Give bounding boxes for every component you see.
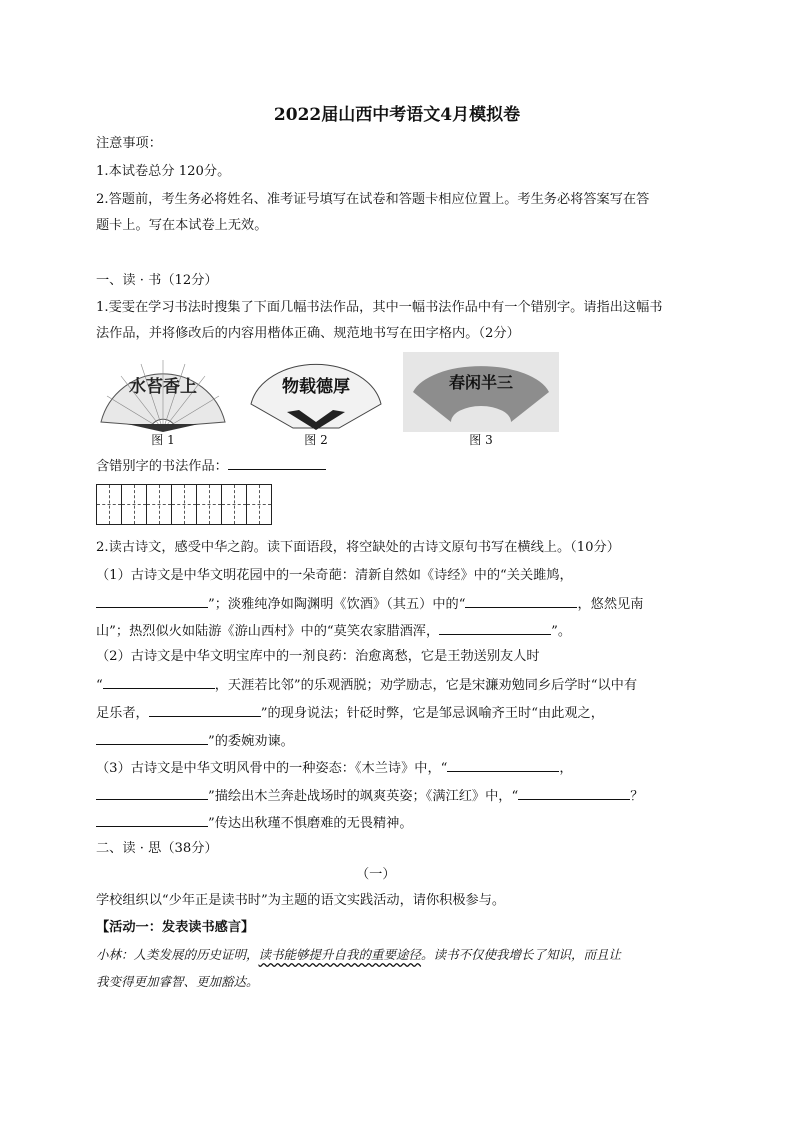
figure-2: [247, 352, 385, 446]
poem-part-3-line-3: ”传达出秋瑾不惧磨难的无畏精神。: [96, 813, 413, 833]
svg-text:春闲半三: 春闲半三: [448, 373, 514, 392]
answer-blank[interactable]: [465, 594, 577, 608]
wavy-underlined-phrase: 读书能够提升自我的重要途径: [258, 947, 422, 962]
notes-heading: 注意事项：: [96, 136, 162, 151]
grid-cell[interactable]: [122, 485, 147, 524]
answer-blank[interactable]: [96, 813, 208, 827]
fan-1-text: [97, 352, 229, 432]
question-1-line-2: 法作品，并将修改后的内容用楷体正确、规范地书写在田字格内。（2分）: [96, 326, 520, 341]
poem-part-1-line-1: （1）古诗文是中华文明花园中的一朵奇葩：清新自然如《诗经》中的“关关雎鸠，: [96, 568, 573, 583]
activity-1-heading: 【活动一：发表读书感言】: [96, 920, 255, 935]
fan-3-text: [403, 352, 559, 432]
poem-part-2-line-3: 足乐者， ”的现身说法；针砭时弊，它是邹忌讽喻齐王时“由此观之，: [96, 703, 604, 723]
wrong-character-answer-blank[interactable]: [228, 456, 326, 470]
answer-blank[interactable]: [518, 786, 630, 800]
grid-cell[interactable]: [247, 485, 271, 524]
question-2-text: 2.读古诗文，感受中华之韵。读下面语段，将空缺处的古诗文原句书写在横线上。（10分）: [96, 540, 620, 555]
grid-cell[interactable]: [97, 485, 122, 524]
poem-part-3-line-2: ”描绘出木兰奔赴战场时的飒爽英姿；《满江红》中，“ ？: [96, 786, 643, 806]
svg-text:水苔香上: 水苔香上: [129, 377, 197, 397]
svg-text:物载德厚: 物载德厚: [282, 377, 350, 397]
fan-2-text: [247, 352, 385, 432]
grid-cell[interactable]: [197, 485, 222, 524]
notes-item-2-line-2: 题卡上。写在本试卷上无效。: [96, 218, 268, 233]
figure-1: [97, 352, 229, 446]
figure-3: [403, 352, 559, 446]
figure-1-caption: 图 1: [151, 433, 175, 447]
poem-part-3-line-1: （3）古诗文是中华文明风骨中的一种姿态：《木兰诗》中，“ ，: [96, 758, 573, 778]
handwritten-line-2: 我变得更加睿智、更加豁达。: [96, 974, 259, 989]
activity-intro: 学校组织以“少年正是读书时”为主题的语文实践活动，请你积极参与。: [96, 893, 506, 908]
grid-cell[interactable]: [222, 485, 247, 524]
section-1-heading: 一、读 · 书（12分）: [96, 273, 218, 288]
answer-blank[interactable]: [149, 703, 261, 717]
page-title: 2022届山西中考语文4月模拟卷: [273, 105, 521, 125]
answer-blank[interactable]: [439, 621, 551, 635]
figure-2-caption: 图 2: [304, 433, 328, 447]
handwritten-line-1: 小林：人类发展的历史证明，读书能够提升自我的重要途径。读书不仅使我增长了知识，而且让: [96, 947, 622, 962]
wrong-character-label: 含错别字的书法作品：: [96, 459, 228, 474]
question-1-line-1: 1.雯雯在学习书法时搜集了下面几幅书法作品，其中一幅书法作品中有一个错别字。请指出这幅书: [96, 300, 663, 315]
section-2-heading: 二、读 · 思（38分）: [96, 841, 218, 856]
poem-part-1-line-3: 山”；热烈似火如陆游《游山西村》中的“莫笑农家腊酒浑， ”。: [96, 621, 571, 641]
grid-cell[interactable]: [147, 485, 172, 524]
figure-3-caption: 图 3: [469, 433, 493, 447]
calligraphy-figures: [97, 352, 559, 446]
answer-blank[interactable]: [447, 758, 559, 772]
poem-part-2-line-1: （2）古诗文是中华文明宝库中的一剂良药：治愈离愁，它是王勃送别友人时: [96, 649, 540, 664]
notes-item-2-line-1: 2.答题前，考生务必将姓名、准考证号填写在试卷和答题卡相应位置上。考生务必将答案写在答: [96, 192, 650, 207]
grid-cell[interactable]: [172, 485, 197, 524]
part-number: （一）: [356, 867, 396, 882]
notes-item-1: 1.本试卷总分 120分。: [96, 164, 231, 179]
tianzige-grid[interactable]: [96, 484, 272, 525]
answer-blank[interactable]: [103, 675, 215, 689]
answer-blank[interactable]: [96, 731, 208, 745]
wrong-character-label-line: [96, 456, 326, 476]
answer-blank[interactable]: [96, 594, 208, 608]
poem-part-2-line-2: “ ，天涯若比邻”的乐观洒脱；劝学励志，它是宋濂劝勉同乡后学时“以中有: [96, 675, 637, 695]
answer-blank[interactable]: [96, 786, 208, 800]
poem-part-2-line-4: ”的委婉劝谏。: [96, 731, 294, 751]
poem-part-1-line-2: ”；淡雅纯净如陶渊明《饮酒》（其五）中的“ ，悠然见南: [96, 594, 643, 614]
